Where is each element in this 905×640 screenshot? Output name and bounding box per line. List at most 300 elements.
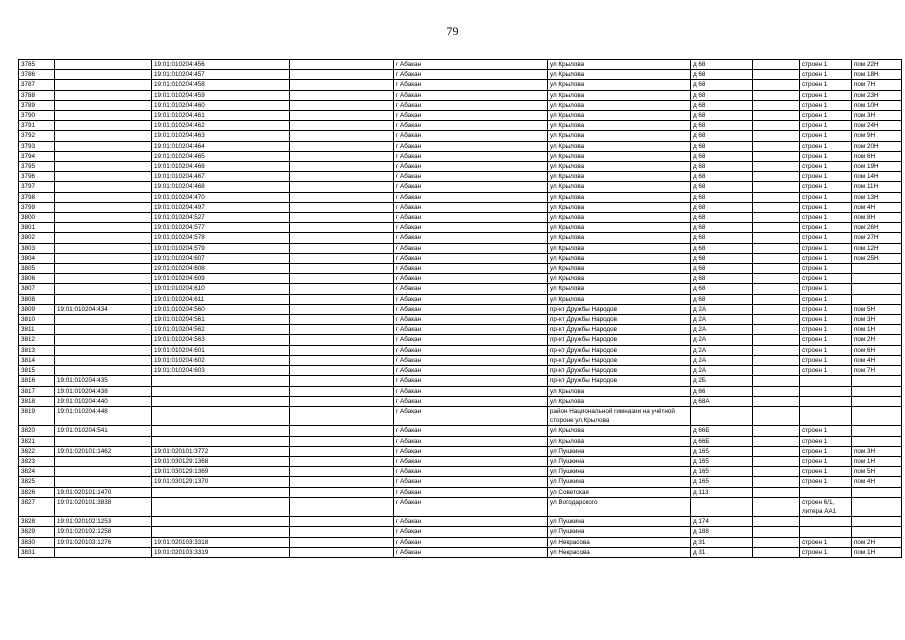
street-cell: ул Крылова	[548, 426, 691, 436]
house-cell: д 68	[691, 294, 753, 304]
object-number-cell: 19:01:010204:467	[152, 172, 290, 182]
house-cell: д 68	[691, 274, 753, 284]
house-cell: д 68	[691, 264, 753, 274]
cadastral-number-cell: 19:01:020101:1470	[55, 487, 152, 497]
page-number: 79	[446, 24, 459, 38]
empty-column-2-cell	[753, 141, 800, 151]
city-cell: г Абакан	[394, 386, 548, 396]
table-row	[19, 304, 902, 314]
city-cell: г Абакан	[394, 80, 548, 90]
city-cell: г Абакан	[394, 376, 548, 386]
city-cell: г Абакан	[394, 436, 548, 446]
cadastral-number-cell: 19:01:020101:1462	[55, 446, 152, 456]
empty-column-2-cell	[753, 172, 800, 182]
premises-cell	[852, 497, 902, 516]
premises-cell: пом 27Н	[852, 233, 902, 243]
house-cell: д 68	[691, 223, 753, 233]
empty-column-cell	[290, 233, 394, 243]
premises-cell: пом 23Н	[852, 90, 902, 100]
premises-cell: пом 10Н	[852, 100, 902, 110]
table-row	[19, 325, 902, 335]
street-cell: ул Крылова	[548, 162, 691, 172]
empty-column-2-cell	[753, 406, 800, 425]
premises-cell: пом 3Н	[852, 446, 902, 456]
cadastral-number-cell	[55, 60, 152, 70]
building-cell: строен 1	[800, 213, 852, 223]
row-number-cell: 3831	[19, 547, 55, 557]
row-number-cell: 3819	[19, 406, 55, 425]
city-cell: г Абакан	[394, 335, 548, 345]
cadastral-number-cell: 19:01:010204:541	[55, 426, 152, 436]
row-number-cell: 3802	[19, 233, 55, 243]
table-row	[19, 527, 902, 537]
cadastral-number-cell	[55, 151, 152, 161]
city-cell: г Абакан	[394, 426, 548, 436]
empty-column-cell	[290, 223, 394, 233]
object-number-cell: 19:01:030129:1370	[152, 477, 290, 487]
street-cell: ул Крылова	[548, 386, 691, 396]
object-number-cell	[152, 396, 290, 406]
building-cell: строен 1	[800, 366, 852, 376]
city-cell: г Абакан	[394, 456, 548, 466]
empty-column-cell	[290, 111, 394, 121]
empty-column-cell	[290, 90, 394, 100]
cadastral-number-cell	[55, 335, 152, 345]
empty-column-cell	[290, 335, 394, 345]
house-cell: д 165	[691, 467, 753, 477]
row-number-cell: 3825	[19, 477, 55, 487]
street-cell: пр-кт Дружбы Народов	[548, 366, 691, 376]
premises-cell: пом 1Н	[852, 456, 902, 466]
row-number-cell: 3789	[19, 100, 55, 110]
empty-column-cell	[290, 80, 394, 90]
city-cell: г Абакан	[394, 100, 548, 110]
row-number-cell: 3796	[19, 172, 55, 182]
object-number-cell: 19:01:010204:456	[152, 60, 290, 70]
city-cell: г Абакан	[394, 406, 548, 425]
house-cell: д 68	[691, 162, 753, 172]
empty-column-cell	[290, 121, 394, 131]
house-cell: д 68	[691, 90, 753, 100]
city-cell: г Абакан	[394, 477, 548, 487]
empty-column-cell	[290, 213, 394, 223]
street-cell: ул Крылова	[548, 172, 691, 182]
empty-column-2-cell	[753, 477, 800, 487]
empty-column-cell	[290, 396, 394, 406]
empty-column-cell	[290, 131, 394, 141]
house-cell: д 66Б	[691, 426, 753, 436]
city-cell: г Абакан	[394, 527, 548, 537]
row-number-cell: 3786	[19, 70, 55, 80]
house-cell: д 68	[691, 172, 753, 182]
building-cell: строен 1	[800, 192, 852, 202]
empty-column-cell	[290, 527, 394, 537]
city-cell: г Абакан	[394, 345, 548, 355]
premises-cell	[852, 527, 902, 537]
table-row	[19, 80, 902, 90]
empty-column-2-cell	[753, 355, 800, 365]
row-number-cell: 3820	[19, 426, 55, 436]
premises-cell: пом 4Н	[852, 355, 902, 365]
object-number-cell: 19:01:010204:465	[152, 151, 290, 161]
empty-column-2-cell	[753, 537, 800, 547]
building-cell: строен 1	[800, 355, 852, 365]
empty-column-cell	[290, 100, 394, 110]
table-row	[19, 406, 902, 425]
city-cell: г Абакан	[394, 151, 548, 161]
row-number-cell: 3821	[19, 436, 55, 446]
table-row	[19, 315, 902, 325]
premises-cell: пом 8Н	[852, 213, 902, 223]
empty-column-cell	[290, 162, 394, 172]
city-cell: г Абакан	[394, 253, 548, 263]
object-number-cell: 19:01:010204:611	[152, 294, 290, 304]
object-number-cell: 19:01:010204:464	[152, 141, 290, 151]
city-cell: г Абакан	[394, 60, 548, 70]
empty-column-2-cell	[753, 304, 800, 314]
house-cell: д 68	[691, 284, 753, 294]
cadastral-number-cell	[55, 284, 152, 294]
cadastral-number-cell	[55, 100, 152, 110]
empty-column-cell	[290, 253, 394, 263]
empty-column-2-cell	[753, 162, 800, 172]
empty-column-2-cell	[753, 213, 800, 223]
building-cell: строен 1	[800, 243, 852, 253]
street-cell: пр-кт Дружбы Народов	[548, 376, 691, 386]
object-number-cell: 19:01:010204:561	[152, 315, 290, 325]
building-cell: строен 1	[800, 335, 852, 345]
table-row	[19, 456, 902, 466]
premises-cell: пом 4Н	[852, 477, 902, 487]
cadastral-number-cell	[55, 456, 152, 466]
house-cell: д 188	[691, 527, 753, 537]
premises-cell	[852, 386, 902, 396]
building-cell: строен 1	[800, 182, 852, 192]
premises-cell: пом 13Н	[852, 192, 902, 202]
empty-column-2-cell	[753, 202, 800, 212]
street-cell: пр-кт Дружбы Народов	[548, 345, 691, 355]
row-number-cell: 3787	[19, 80, 55, 90]
empty-column-2-cell	[753, 547, 800, 557]
cadastral-number-cell	[55, 70, 152, 80]
cadastral-number-cell: 19:01:010204:438	[55, 386, 152, 396]
empty-column-cell	[290, 477, 394, 487]
object-number-cell	[152, 487, 290, 497]
cadastral-number-cell: 19:01:010204:440	[55, 396, 152, 406]
house-cell: д 68	[691, 213, 753, 223]
register-table-body	[19, 60, 902, 558]
cadastral-number-cell	[55, 264, 152, 274]
cadastral-number-cell	[55, 233, 152, 243]
cadastral-number-cell	[55, 121, 152, 131]
building-cell: строен 1	[800, 151, 852, 161]
city-cell: г Абакан	[394, 90, 548, 100]
cadastral-number-cell: 19:01:020102:1253	[55, 517, 152, 527]
house-cell: д 68	[691, 243, 753, 253]
premises-cell: пом 5Н	[852, 304, 902, 314]
house-cell: д 68	[691, 70, 753, 80]
building-cell: строен 1	[800, 294, 852, 304]
table-row	[19, 213, 902, 223]
building-cell: строен 1	[800, 111, 852, 121]
street-cell: ул Пушкина	[548, 527, 691, 537]
city-cell: г Абакан	[394, 233, 548, 243]
empty-column-2-cell	[753, 294, 800, 304]
city-cell: г Абакан	[394, 121, 548, 131]
table-row	[19, 141, 902, 151]
street-cell: ул Крылова	[548, 111, 691, 121]
table-row	[19, 477, 902, 487]
premises-cell: пом 2Н	[852, 537, 902, 547]
cadastral-number-cell	[55, 223, 152, 233]
street-cell: ул Крылова	[548, 213, 691, 223]
city-cell: г Абакан	[394, 70, 548, 80]
empty-column-cell	[290, 537, 394, 547]
city-cell: г Абакан	[394, 202, 548, 212]
table-row	[19, 253, 902, 263]
cadastral-number-cell: 19:01:020103:1276	[55, 537, 152, 547]
street-cell: ул Пушкина	[548, 477, 691, 487]
empty-column-2-cell	[753, 131, 800, 141]
row-number-cell: 3797	[19, 182, 55, 192]
cadastral-number-cell	[55, 202, 152, 212]
empty-column-cell	[290, 304, 394, 314]
street-cell: пр-кт Дружбы Народов	[548, 325, 691, 335]
object-number-cell: 19:01:010204:461	[152, 111, 290, 121]
empty-column-cell	[290, 141, 394, 151]
house-cell: д 68	[691, 111, 753, 121]
empty-column-2-cell	[753, 456, 800, 466]
empty-column-cell	[290, 467, 394, 477]
object-number-cell: 19:01:010204:562	[152, 325, 290, 335]
object-number-cell: 19:01:010204:577	[152, 223, 290, 233]
empty-column-cell	[290, 446, 394, 456]
house-cell: д 68	[691, 121, 753, 131]
object-number-cell: 19:01:010204:457	[152, 70, 290, 80]
premises-cell	[852, 274, 902, 284]
empty-column-2-cell	[753, 527, 800, 537]
street-cell: ул Крылова	[548, 121, 691, 131]
table-row	[19, 172, 902, 182]
house-cell: д 68	[691, 60, 753, 70]
street-cell: ул Крылова	[548, 141, 691, 151]
street-cell: ул Крылова	[548, 90, 691, 100]
cadastral-number-cell	[55, 477, 152, 487]
empty-column-cell	[290, 487, 394, 497]
house-cell: д 174	[691, 517, 753, 527]
street-cell: ул Крылова	[548, 253, 691, 263]
building-cell	[800, 527, 852, 537]
table-row	[19, 131, 902, 141]
empty-column-cell	[290, 426, 394, 436]
empty-column-cell	[290, 264, 394, 274]
street-cell: ул Пушкина	[548, 467, 691, 477]
premises-cell: пом 9Н	[852, 131, 902, 141]
city-cell: г Абакан	[394, 294, 548, 304]
row-number-cell: 3815	[19, 366, 55, 376]
object-number-cell	[152, 436, 290, 446]
empty-column-cell	[290, 517, 394, 527]
building-cell: строен 1	[800, 537, 852, 547]
street-cell: ул Крылова	[548, 60, 691, 70]
empty-column-2-cell	[753, 446, 800, 456]
row-number-cell: 3798	[19, 192, 55, 202]
row-number-cell: 3810	[19, 315, 55, 325]
premises-cell	[852, 376, 902, 386]
building-cell: строен 1	[800, 284, 852, 294]
empty-column-2-cell	[753, 70, 800, 80]
table-row	[19, 284, 902, 294]
object-number-cell	[152, 497, 290, 516]
table-row	[19, 100, 902, 110]
city-cell: г Абакан	[394, 111, 548, 121]
row-number-cell: 3793	[19, 141, 55, 151]
table-row	[19, 376, 902, 386]
empty-column-2-cell	[753, 243, 800, 253]
object-number-cell: 19:01:010204:458	[152, 80, 290, 90]
table-row	[19, 70, 902, 80]
city-cell: г Абакан	[394, 355, 548, 365]
object-number-cell: 19:01:010204:607	[152, 253, 290, 263]
premises-cell: пом 4Н	[852, 202, 902, 212]
table-row	[19, 497, 902, 516]
premises-cell: пом 19Н	[852, 162, 902, 172]
building-cell	[800, 487, 852, 497]
row-number-cell: 3806	[19, 274, 55, 284]
empty-column-2-cell	[753, 274, 800, 284]
building-cell: строен 1	[800, 436, 852, 446]
object-number-cell: 19:01:010204:459	[152, 90, 290, 100]
object-number-cell	[152, 376, 290, 386]
street-cell: пр-кт Дружбы Народов	[548, 335, 691, 345]
row-number-cell: 3791	[19, 121, 55, 131]
premises-cell: пом 18Н	[852, 70, 902, 80]
empty-column-2-cell	[753, 80, 800, 90]
street-cell: ул Крылова	[548, 151, 691, 161]
building-cell: строен 1	[800, 547, 852, 557]
premises-cell: пом 7Н	[852, 366, 902, 376]
street-cell: ул Крылова	[548, 436, 691, 446]
street-cell: ул Некрасова	[548, 547, 691, 557]
premises-cell: пом 22Н	[852, 60, 902, 70]
building-cell	[800, 517, 852, 527]
object-number-cell: 19:01:010204:560	[152, 304, 290, 314]
premises-cell: пом 6Н	[852, 345, 902, 355]
street-cell: ул Крылова	[548, 243, 691, 253]
table-row	[19, 121, 902, 131]
premises-cell: пом 1Н	[852, 325, 902, 335]
building-cell	[800, 406, 852, 425]
object-number-cell: 19:01:010204:610	[152, 284, 290, 294]
object-number-cell: 19:01:010204:579	[152, 243, 290, 253]
table-row	[19, 151, 902, 161]
object-number-cell: 19:01:010204:602	[152, 355, 290, 365]
house-cell: д 113	[691, 487, 753, 497]
object-number-cell: 19:01:010204:463	[152, 131, 290, 141]
house-cell: д 66Б	[691, 436, 753, 446]
city-cell: г Абакан	[394, 131, 548, 141]
table-row	[19, 90, 902, 100]
empty-column-2-cell	[753, 376, 800, 386]
cadastral-number-cell	[55, 547, 152, 557]
house-cell: д 68	[691, 141, 753, 151]
empty-column-cell	[290, 192, 394, 202]
table-row	[19, 202, 902, 212]
row-number-cell: 3818	[19, 396, 55, 406]
empty-column-cell	[290, 325, 394, 335]
table-row	[19, 335, 902, 345]
empty-column-2-cell	[753, 487, 800, 497]
empty-column-2-cell	[753, 100, 800, 110]
city-cell: г Абакан	[394, 547, 548, 557]
table-row	[19, 537, 902, 547]
city-cell: г Абакан	[394, 284, 548, 294]
table-row	[19, 111, 902, 121]
empty-column-cell	[290, 182, 394, 192]
row-number-cell: 3795	[19, 162, 55, 172]
empty-column-cell	[290, 547, 394, 557]
house-cell: д 66	[691, 386, 753, 396]
object-number-cell: 19:01:010204:563	[152, 335, 290, 345]
premises-cell: пом 12Н	[852, 243, 902, 253]
object-number-cell: 19:01:010204:578	[152, 233, 290, 243]
object-number-cell: 19:01:010204:470	[152, 192, 290, 202]
building-cell: строен 1	[800, 131, 852, 141]
city-cell: г Абакан	[394, 264, 548, 274]
object-number-cell: 19:01:010204:497	[152, 202, 290, 212]
premises-cell: пом 26Н	[852, 223, 902, 233]
object-number-cell: 19:01:010204:527	[152, 213, 290, 223]
building-cell: строен 1	[800, 90, 852, 100]
object-number-cell	[152, 527, 290, 537]
row-number-cell: 3823	[19, 456, 55, 466]
street-cell: ул Крылова	[548, 131, 691, 141]
object-number-cell: 19:01:020103:3319	[152, 547, 290, 557]
cadastral-number-cell	[55, 182, 152, 192]
table-row	[19, 294, 902, 304]
empty-column-2-cell	[753, 396, 800, 406]
city-cell: г Абакан	[394, 325, 548, 335]
row-number-cell: 3824	[19, 467, 55, 477]
house-cell: д 165	[691, 456, 753, 466]
city-cell: г Абакан	[394, 304, 548, 314]
building-cell: строен 1	[800, 80, 852, 90]
table-row	[19, 264, 902, 274]
building-cell: строен 6/1, литера АА1	[800, 497, 852, 516]
empty-column-cell	[290, 60, 394, 70]
object-number-cell: 19:01:020101:3772	[152, 446, 290, 456]
premises-cell: пом 24Н	[852, 121, 902, 131]
empty-column-2-cell	[753, 223, 800, 233]
cadastral-number-cell	[55, 366, 152, 376]
object-number-cell: 19:01:030129:1368	[152, 456, 290, 466]
premises-cell: пом 11Н	[852, 182, 902, 192]
building-cell: строен 1	[800, 426, 852, 436]
building-cell: строен 1	[800, 100, 852, 110]
premises-cell: пом 3Н	[852, 111, 902, 121]
house-cell: д 2А	[691, 304, 753, 314]
house-cell	[691, 497, 753, 516]
row-number-cell: 3800	[19, 213, 55, 223]
house-cell: д 31	[691, 537, 753, 547]
empty-column-2-cell	[753, 497, 800, 516]
cadastral-number-cell	[55, 80, 152, 90]
premises-cell: пом 20Н	[852, 141, 902, 151]
empty-column-2-cell	[753, 253, 800, 263]
house-cell: д 2А	[691, 325, 753, 335]
row-number-cell: 3801	[19, 223, 55, 233]
building-cell: строен 1	[800, 315, 852, 325]
